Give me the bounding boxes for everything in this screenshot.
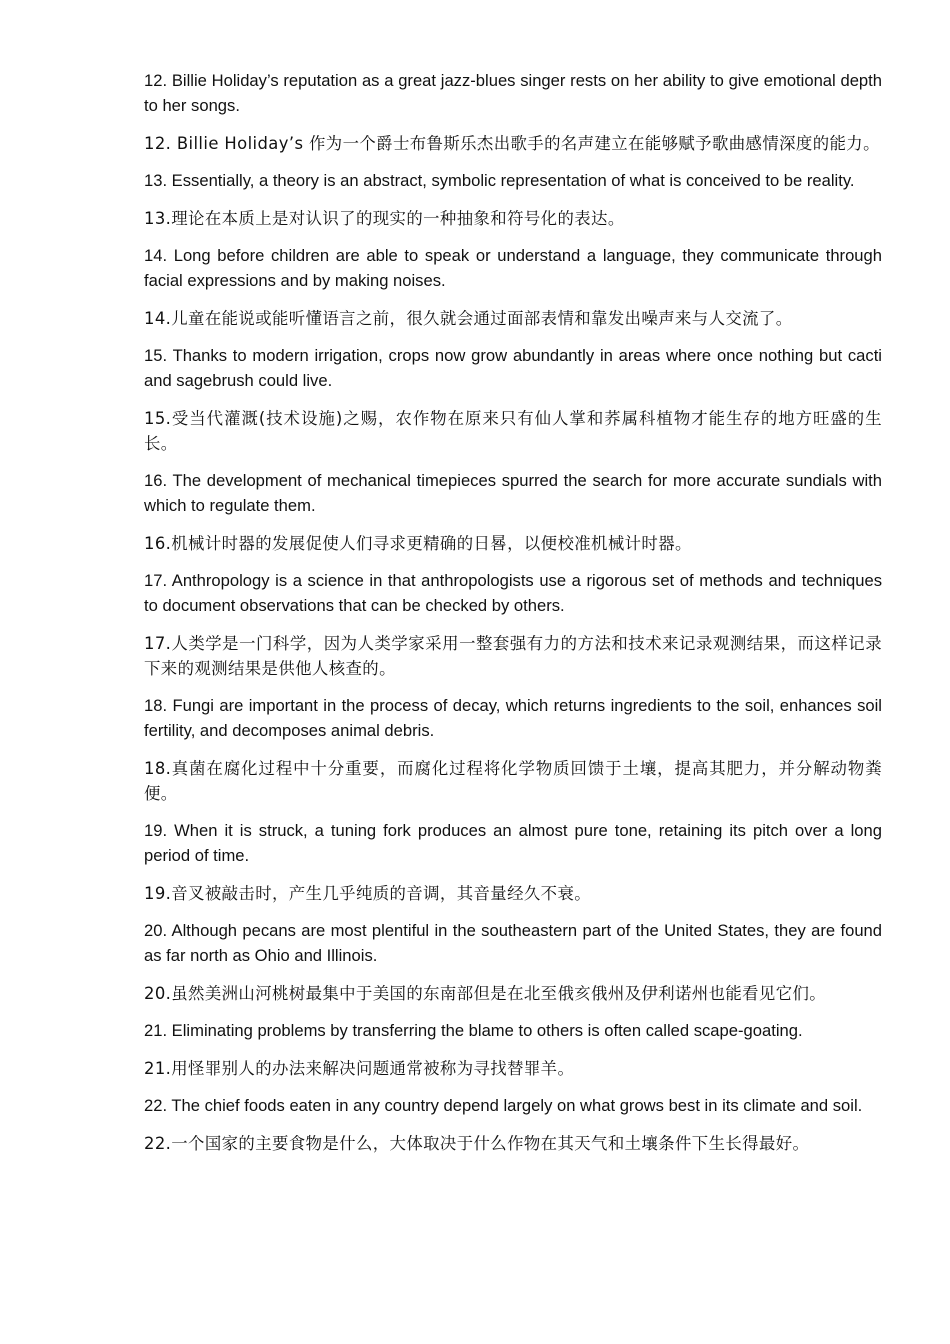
paragraph-20-zh: 20.虽然美洲山河桃树最集中于美国的东南部但是在北至俄亥俄州及伊利诺州也能看见它们。 — [144, 983, 827, 1003]
paragraph-13-zh: 13.理论在本质上是对认识了的现实的一种抽象和符号化的表达。 — [144, 208, 625, 228]
paragraph-13-en: 13. Essentially, a theory is an abstract, symbolic representation of what is conceived to be reality. — [144, 171, 855, 190]
paragraph-18-en: 18. Fungi are important in the process of decay, which returns ingredients to the soil, enhances soil fertility, and decomposes animal debris. — [144, 696, 882, 740]
paragraph-22-zh: 22.一个国家的主要食物是什么，大体取决于什么作物在其天气和土壤条件下生长得最好。 — [144, 1133, 810, 1153]
paragraph-22-en: 22. The chief foods eaten in any country depend largely on what grows best in its climate and soil. — [144, 1096, 863, 1115]
paragraph-14-en: 14. Long before children are able to speak or understand a language, they communicate through facial expressions and by making noises. — [144, 246, 882, 290]
paragraph-12-zh: 12. Billie Holiday’s 作为一个爵士布鲁斯乐杰出歌手的名声建立在能够赋予歌曲感情深度的能力。 — [144, 133, 880, 153]
document-page — [144, 68, 882, 1168]
paragraph-20-en: 20. Although pecans are most plentiful in the southeastern part of the United States, they are found as far north as Ohio and Illinois. — [144, 921, 882, 965]
paragraph-21-en: 21. Eliminating problems by transferring the blame to others is often called scape-goating. — [144, 1021, 803, 1040]
paragraph-17-zh: 17.人类学是一门科学，因为人类学家采用一整套强有力的方法和技术来记录观测结果，而这样记录下来的观测结果是供他人核查的。 — [144, 633, 882, 678]
paragraph-15-zh: 15.受当代灌溉(技术设施)之赐，农作物在原来只有仙人掌和荞属科植物才能生存的地方旺盛的生长。 — [144, 408, 882, 453]
paragraph-14-zh: 14.儿童在能说或能听懂语言之前，很久就会通过面部表情和靠发出噪声来与人交流了。 — [144, 308, 793, 328]
paragraph-15-en: 15. Thanks to modern irrigation, crops now grow abundantly in areas where once nothing but cacti and sagebrush could live. — [144, 346, 882, 390]
paragraph-17-en: 17. Anthropology is a science in that anthropologists use a rigorous set of methods and techniques to document observations that can be checked by others. — [144, 571, 882, 615]
paragraph-16-en: 16. The development of mechanical timepieces spurred the search for more accurate sundials with which to regulate them. — [144, 471, 882, 515]
paragraph-19-zh: 19.音叉被敲击时，产生几乎纯质的音调，其音量经久不衰。 — [144, 883, 592, 903]
paragraph-12-en: 12. Billie Holiday’s reputation as a great jazz-blues singer rests on her ability to give emotional depth to her songs. — [144, 71, 882, 115]
paragraph-19-en: 19. When it is struck, a tuning fork produces an almost pure tone, retaining its pitch over a long period of time. — [144, 821, 882, 865]
paragraph-21-zh: 21.用怪罪别人的办法来解决问题通常被称为寻找替罪羊。 — [144, 1058, 575, 1078]
paragraph-18-zh: 18.真菌在腐化过程中十分重要，而腐化过程将化学物质回馈于土壤，提高其肥力，并分解动物粪便。 — [144, 758, 882, 803]
paragraph-16-zh: 16.机械计时器的发展促使人们寻求更精确的日晷，以便校准机械计时器。 — [144, 533, 692, 553]
